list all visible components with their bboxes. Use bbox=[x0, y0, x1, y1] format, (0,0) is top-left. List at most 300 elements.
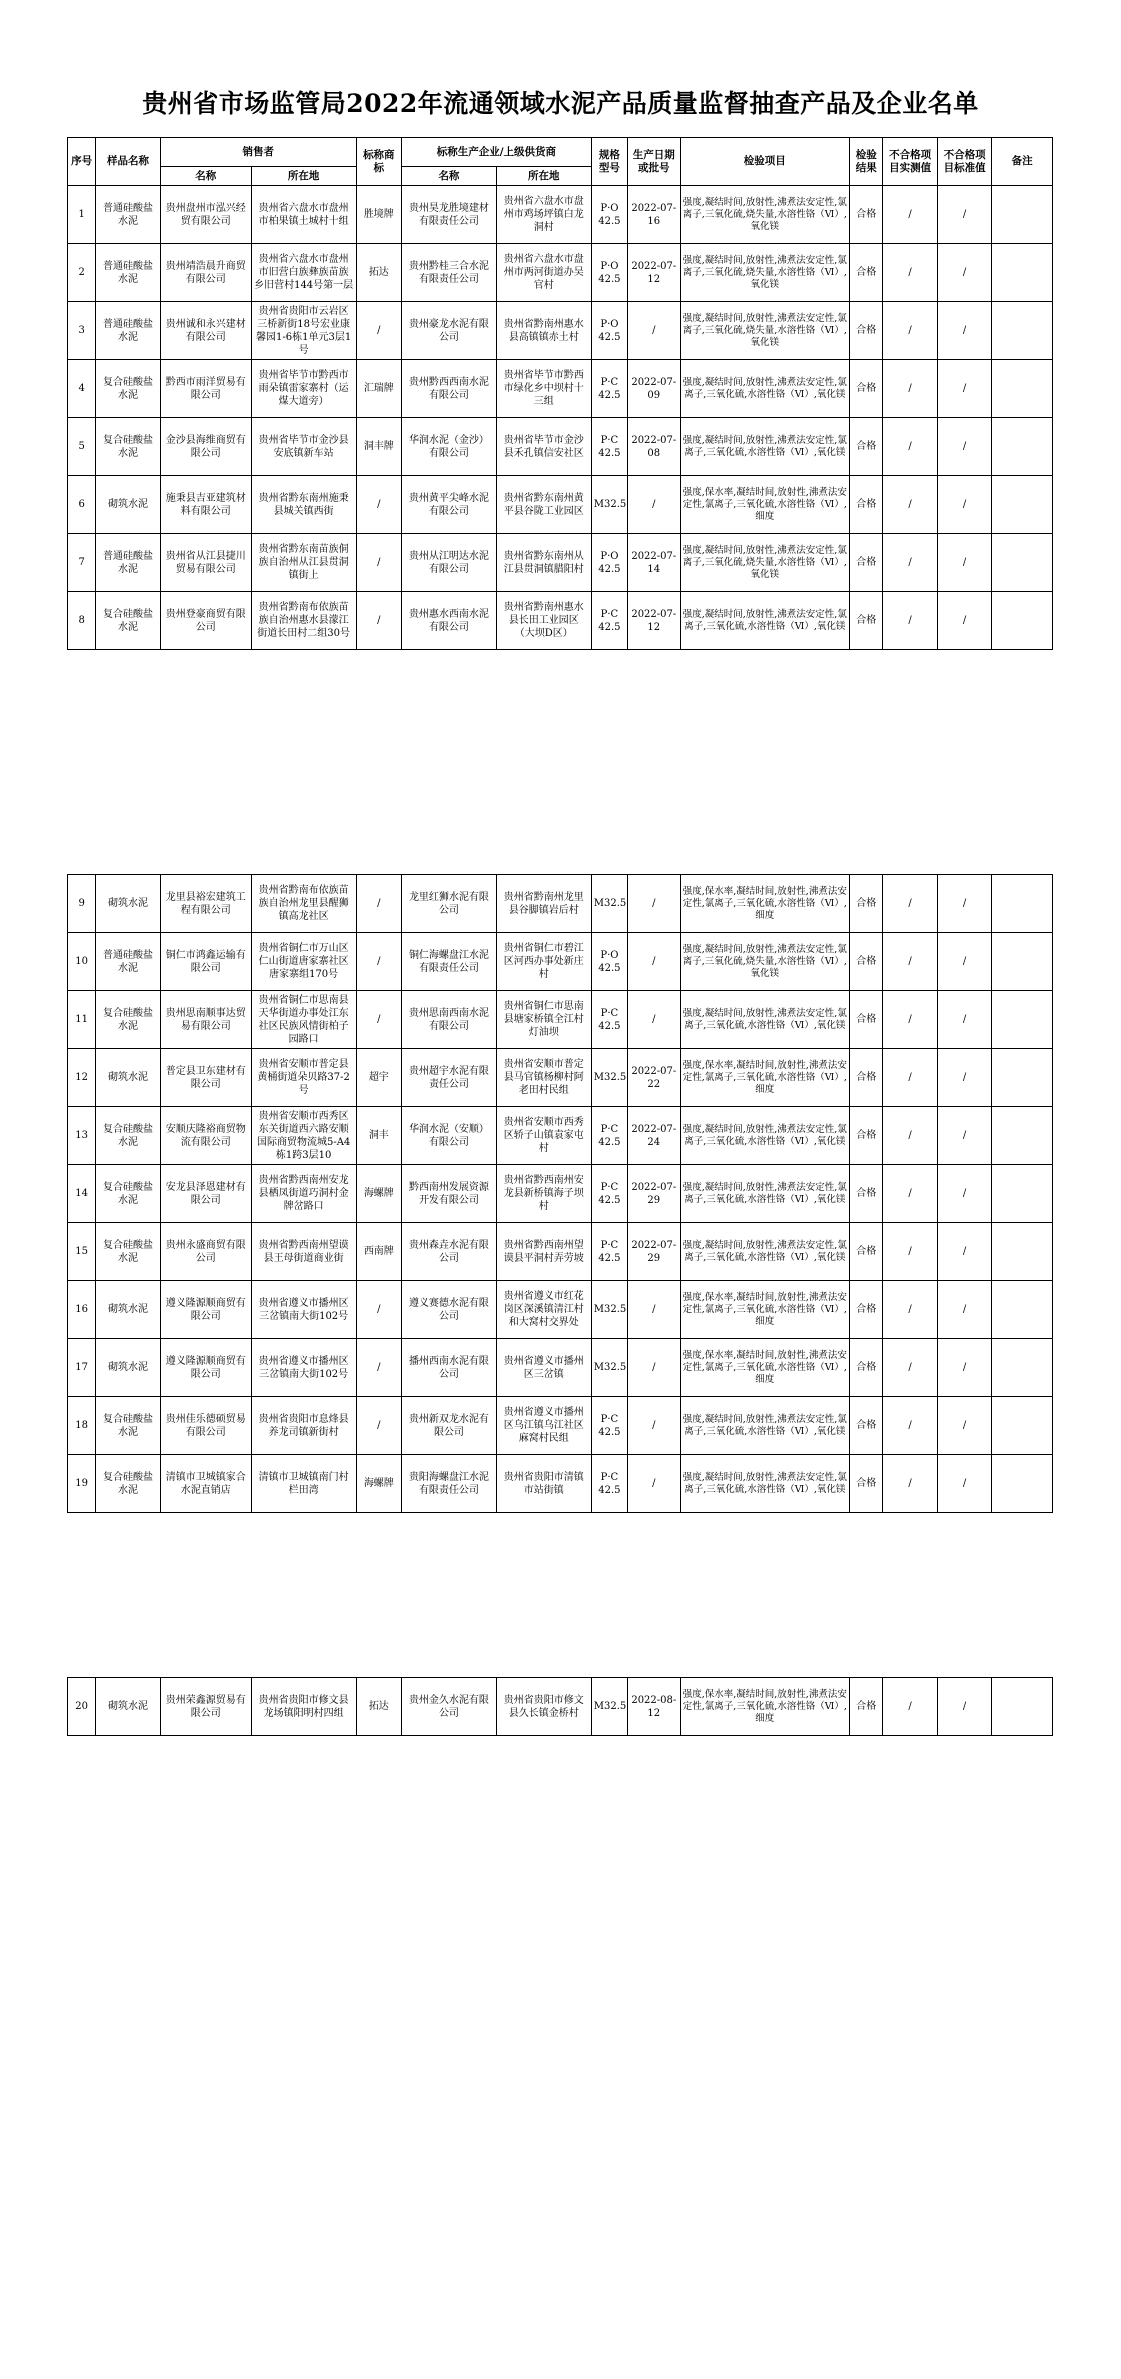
cell-seller-address: 贵州省贵阳市云岩区三桥新街18号宏业康馨园1-6栋1单元3层1号 bbox=[251, 302, 356, 360]
table-row bbox=[68, 1339, 1053, 1397]
cell-producer-name: 华润水泥（安顺）有限公司 bbox=[402, 1107, 497, 1165]
header-producer-address: 所在地 bbox=[496, 167, 591, 186]
cell-producer-name: 贵州惠水西南水泥有限公司 bbox=[402, 592, 497, 650]
cell-seller-name: 贵州省从江县捷川贸易有限公司 bbox=[160, 534, 251, 592]
cell-producer-address: 贵州省黔南州惠水县高镇镇赤土村 bbox=[496, 302, 591, 360]
cell-producer-address: 贵州省六盘水市盘州市两河街道办吴官村 bbox=[496, 244, 591, 302]
cell-spec: M32.5 bbox=[591, 1678, 627, 1736]
cell-result: 合格 bbox=[850, 186, 883, 244]
cell-spec: P·C 42.5 bbox=[591, 1223, 627, 1281]
cell-spec: P·C 42.5 bbox=[591, 1165, 627, 1223]
cell-sample-name: 普通硅酸盐水泥 bbox=[96, 933, 161, 991]
cell-seller-address: 贵州省铜仁市思南县天华街道办事处江东社区民族风情街柏子园路口 bbox=[251, 991, 356, 1049]
cell-seller-name: 贵州盘州市泓兴经贸有限公司 bbox=[160, 186, 251, 244]
cell-sample-name: 砌筑水泥 bbox=[96, 875, 161, 933]
cell-seller-name: 普定县卫东建材有限公司 bbox=[160, 1049, 251, 1107]
header-producer-name: 名称 bbox=[402, 167, 497, 186]
cell-fail-standard: / bbox=[937, 476, 991, 534]
cell-fail-actual: / bbox=[883, 1455, 937, 1513]
cell-result: 合格 bbox=[850, 1049, 883, 1107]
cell-remark bbox=[992, 244, 1053, 302]
cell-spec: P·C 42.5 bbox=[591, 592, 627, 650]
cell-test-items: 强度,凝结时间,放射性,沸煮法安定性,氯离子,三氧化硫,水溶性铬（Ⅵ）,氧化镁 bbox=[680, 1165, 850, 1223]
cell-no: 19 bbox=[68, 1455, 96, 1513]
cell-seller-name: 龙里县裕宏建筑工程有限公司 bbox=[160, 875, 251, 933]
cell-brand: / bbox=[356, 534, 401, 592]
results-table-page-2 bbox=[67, 874, 1053, 1513]
cell-fail-actual: / bbox=[883, 1281, 937, 1339]
cell-result: 合格 bbox=[850, 302, 883, 360]
cell-fail-actual: / bbox=[883, 186, 937, 244]
results-table-page-1 bbox=[67, 137, 1053, 650]
cell-test-items: 强度,凝结时间,放射性,沸煮法安定性,氯离子,三氧化硫,水溶性铬（Ⅵ）,氧化镁 bbox=[680, 1397, 850, 1455]
cell-producer-name: 遵义赛德水泥有限公司 bbox=[402, 1281, 497, 1339]
cell-seller-address: 贵州省黔东南苗族侗族自治州从江县贯洞镇街上 bbox=[251, 534, 356, 592]
cell-fail-actual: / bbox=[883, 476, 937, 534]
cell-seller-name: 遵义隆源顺商贸有限公司 bbox=[160, 1339, 251, 1397]
cell-production-date: 2022-07-16 bbox=[628, 186, 680, 244]
cell-sample-name: 砌筑水泥 bbox=[96, 1281, 161, 1339]
cell-spec: P·C 42.5 bbox=[591, 418, 627, 476]
cell-fail-standard: / bbox=[937, 534, 991, 592]
cell-producer-address: 贵州省遵义市播州区三岔镇 bbox=[496, 1339, 591, 1397]
cell-production-date: 2022-07-14 bbox=[628, 534, 680, 592]
cell-seller-address: 贵州省遵义市播州区三岔镇南大街102号 bbox=[251, 1281, 356, 1339]
cell-fail-standard: / bbox=[937, 1397, 991, 1455]
cell-production-date: 2022-07-22 bbox=[628, 1049, 680, 1107]
cell-no: 16 bbox=[68, 1281, 96, 1339]
cell-fail-standard: / bbox=[937, 302, 991, 360]
cell-sample-name: 砌筑水泥 bbox=[96, 476, 161, 534]
cell-no: 17 bbox=[68, 1339, 96, 1397]
cell-seller-name: 清镇市卫城镇家合水泥直销店 bbox=[160, 1455, 251, 1513]
cell-no: 9 bbox=[68, 875, 96, 933]
cell-seller-address: 贵州省六盘水市盘州市旧营白族彝族苗族乡旧营村144号第一层 bbox=[251, 244, 356, 302]
cell-remark bbox=[992, 418, 1053, 476]
cell-remark bbox=[992, 592, 1053, 650]
table-row bbox=[68, 1397, 1053, 1455]
cell-result: 合格 bbox=[850, 933, 883, 991]
cell-fail-actual: / bbox=[883, 1678, 937, 1736]
cell-production-date: 2022-07-29 bbox=[628, 1165, 680, 1223]
cell-producer-name: 贵州超宇水泥有限责任公司 bbox=[402, 1049, 497, 1107]
cell-fail-standard: / bbox=[937, 1223, 991, 1281]
cell-seller-name: 安顺庆隆裕商贸物流有限公司 bbox=[160, 1107, 251, 1165]
table-row bbox=[68, 418, 1053, 476]
cell-no: 12 bbox=[68, 1049, 96, 1107]
cell-spec: P·C 42.5 bbox=[591, 360, 627, 418]
cell-sample-name: 复合硅酸盐水泥 bbox=[96, 1107, 161, 1165]
cell-no: 7 bbox=[68, 534, 96, 592]
cell-test-items: 强度,保水率,凝结时间,放射性,沸煮法安定性,氯离子,三氧化硫,水溶性铬（Ⅵ）,细度 bbox=[680, 1339, 850, 1397]
cell-seller-address: 贵州省毕节市金沙县安底镇新车站 bbox=[251, 418, 356, 476]
table-row bbox=[68, 1678, 1053, 1736]
cell-test-items: 强度,凝结时间,放射性,沸煮法安定性,氯离子,三氧化硫,烧失量,水溶性铬（Ⅵ）,氧化镁 bbox=[680, 933, 850, 991]
cell-test-items: 强度,保水率,凝结时间,放射性,沸煮法安定性,氯离子,三氧化硫,水溶性铬（Ⅵ）,细度 bbox=[680, 1281, 850, 1339]
cell-brand: 胜境牌 bbox=[356, 186, 401, 244]
cell-no: 15 bbox=[68, 1223, 96, 1281]
table-row bbox=[68, 1223, 1053, 1281]
cell-fail-actual: / bbox=[883, 991, 937, 1049]
cell-test-items: 强度,凝结时间,放射性,沸煮法安定性,氯离子,三氧化硫,水溶性铬（Ⅵ）,氧化镁 bbox=[680, 592, 850, 650]
cell-test-items: 强度,凝结时间,放射性,沸煮法安定性,氯离子,三氧化硫,水溶性铬（Ⅵ）,氧化镁 bbox=[680, 360, 850, 418]
cell-production-date: 2022-07-29 bbox=[628, 1223, 680, 1281]
cell-result: 合格 bbox=[850, 418, 883, 476]
cell-seller-address: 贵州省遵义市播州区三岔镇南大街102号 bbox=[251, 1339, 356, 1397]
cell-no: 3 bbox=[68, 302, 96, 360]
cell-sample-name: 复合硅酸盐水泥 bbox=[96, 1455, 161, 1513]
cell-brand: 拓达 bbox=[356, 1678, 401, 1736]
cell-no: 5 bbox=[68, 418, 96, 476]
cell-production-date: / bbox=[628, 476, 680, 534]
cell-spec: M32.5 bbox=[591, 476, 627, 534]
cell-seller-address: 贵州省安顺市西秀区东关街道西六路安顺国际商贸物流城5-A4栋1跨3层10 bbox=[251, 1107, 356, 1165]
cell-production-date: / bbox=[628, 1397, 680, 1455]
cell-producer-address: 贵州省铜仁市思南县塘家桥镇全江村灯油坝 bbox=[496, 991, 591, 1049]
cell-seller-name: 贵州永盛商贸有限公司 bbox=[160, 1223, 251, 1281]
cell-sample-name: 砌筑水泥 bbox=[96, 1339, 161, 1397]
cell-test-items: 强度,保水率,凝结时间,放射性,沸煮法安定性,氯离子,三氧化硫,水溶性铬（Ⅵ）,细度 bbox=[680, 1049, 850, 1107]
results-table-page-3 bbox=[67, 1677, 1053, 1736]
header-seller-address: 所在地 bbox=[251, 167, 356, 186]
cell-test-items: 强度,凝结时间,放射性,沸煮法安定性,氯离子,三氧化硫,烧失量,水溶性铬（Ⅵ）,氧化镁 bbox=[680, 534, 850, 592]
cell-seller-name: 贵州登豪商贸有限公司 bbox=[160, 592, 251, 650]
cell-sample-name: 砌筑水泥 bbox=[96, 1049, 161, 1107]
cell-no: 13 bbox=[68, 1107, 96, 1165]
cell-fail-actual: / bbox=[883, 1339, 937, 1397]
cell-producer-address: 贵州省遵义市播州区乌江镇乌江社区麻窝村民组 bbox=[496, 1397, 591, 1455]
cell-seller-name: 贵州佳乐德硕贸易有限公司 bbox=[160, 1397, 251, 1455]
cell-seller-address: 贵州省黔南布依族苗族自治州龙里县醒狮镇高龙社区 bbox=[251, 875, 356, 933]
cell-producer-address: 贵州省黔南州龙里县谷脚镇岩后村 bbox=[496, 875, 591, 933]
cell-fail-standard: / bbox=[937, 991, 991, 1049]
cell-producer-name: 贵州黄平尖峰水泥有限公司 bbox=[402, 476, 497, 534]
cell-fail-standard: / bbox=[937, 418, 991, 476]
cell-result: 合格 bbox=[850, 476, 883, 534]
cell-result: 合格 bbox=[850, 1678, 883, 1736]
cell-fail-standard: / bbox=[937, 592, 991, 650]
cell-remark bbox=[992, 1281, 1053, 1339]
cell-result: 合格 bbox=[850, 592, 883, 650]
cell-remark bbox=[992, 1223, 1053, 1281]
cell-result: 合格 bbox=[850, 1107, 883, 1165]
cell-spec: P·O 42.5 bbox=[591, 244, 627, 302]
cell-brand: 洞丰牌 bbox=[356, 418, 401, 476]
cell-test-items: 强度,凝结时间,放射性,沸煮法安定性,氯离子,三氧化硫,烧失量,水溶性铬（Ⅵ）,氧化镁 bbox=[680, 186, 850, 244]
cell-remark bbox=[992, 1107, 1053, 1165]
table-row bbox=[68, 991, 1053, 1049]
header-seller-name: 名称 bbox=[160, 167, 251, 186]
cell-brand: / bbox=[356, 1339, 401, 1397]
header-remark: 备注 bbox=[992, 138, 1053, 186]
cell-production-date: 2022-08-12 bbox=[628, 1678, 680, 1736]
cell-brand: 洞丰 bbox=[356, 1107, 401, 1165]
cell-fail-standard: / bbox=[937, 1107, 991, 1165]
cell-remark bbox=[992, 534, 1053, 592]
cell-result: 合格 bbox=[850, 534, 883, 592]
header-spec: 规格型号 bbox=[591, 138, 627, 186]
cell-remark bbox=[992, 1397, 1053, 1455]
cell-production-date: 2022-07-09 bbox=[628, 360, 680, 418]
cell-remark bbox=[992, 933, 1053, 991]
cell-fail-standard: / bbox=[937, 186, 991, 244]
header-fail-standard: 不合格项目标准值 bbox=[937, 138, 991, 186]
cell-producer-name: 贵州新双龙水泥有限公司 bbox=[402, 1397, 497, 1455]
cell-producer-name: 龙里红狮水泥有限公司 bbox=[402, 875, 497, 933]
cell-producer-address: 贵州省安顺市普定县马官镇杨柳村阿老田村民组 bbox=[496, 1049, 591, 1107]
table-row bbox=[68, 875, 1053, 933]
cell-spec: P·O 42.5 bbox=[591, 302, 627, 360]
cell-brand: 西南牌 bbox=[356, 1223, 401, 1281]
cell-production-date: / bbox=[628, 1281, 680, 1339]
cell-remark bbox=[992, 476, 1053, 534]
cell-producer-address: 贵州省贵阳市清镇市站街镇 bbox=[496, 1455, 591, 1513]
cell-brand: 拓达 bbox=[356, 244, 401, 302]
cell-spec: M32.5 bbox=[591, 875, 627, 933]
cell-result: 合格 bbox=[850, 1223, 883, 1281]
cell-test-items: 强度,凝结时间,放射性,沸煮法安定性,氯离子,三氧化硫,水溶性铬（Ⅵ）,氧化镁 bbox=[680, 1455, 850, 1513]
cell-fail-actual: / bbox=[883, 1107, 937, 1165]
cell-fail-standard: / bbox=[937, 1049, 991, 1107]
cell-brand: / bbox=[356, 302, 401, 360]
table-row bbox=[68, 1281, 1053, 1339]
cell-test-items: 强度,凝结时间,放射性,沸煮法安定性,氯离子,三氧化硫,水溶性铬（Ⅵ）,氧化镁 bbox=[680, 1223, 850, 1281]
cell-spec: P·C 42.5 bbox=[591, 1397, 627, 1455]
cell-fail-standard: / bbox=[937, 1165, 991, 1223]
cell-seller-address: 贵州省黔西南州望谟县王母街道商业街 bbox=[251, 1223, 356, 1281]
cell-test-items: 强度,凝结时间,放射性,沸煮法安定性,氯离子,三氧化硫,烧失量,水溶性铬（Ⅵ）,氧化镁 bbox=[680, 244, 850, 302]
cell-spec: P·C 42.5 bbox=[591, 1107, 627, 1165]
header-producer: 标称生产企业/上级供货商 bbox=[402, 138, 592, 167]
cell-no: 18 bbox=[68, 1397, 96, 1455]
cell-result: 合格 bbox=[850, 875, 883, 933]
cell-seller-name: 遵义隆源顺商贸有限公司 bbox=[160, 1281, 251, 1339]
cell-production-date: / bbox=[628, 1455, 680, 1513]
cell-no: 14 bbox=[68, 1165, 96, 1223]
header-sample-name: 样品名称 bbox=[96, 138, 161, 186]
cell-brand: / bbox=[356, 1281, 401, 1339]
cell-producer-name: 贵州昊龙胜境建材有限责任公司 bbox=[402, 186, 497, 244]
cell-seller-name: 黔西市雨洋贸易有限公司 bbox=[160, 360, 251, 418]
cell-seller-address: 贵州省六盘水市盘州市柏果镇土城村十组 bbox=[251, 186, 356, 244]
cell-result: 合格 bbox=[850, 1165, 883, 1223]
cell-no: 20 bbox=[68, 1678, 96, 1736]
header-row bbox=[68, 138, 1053, 167]
cell-remark bbox=[992, 1455, 1053, 1513]
header-seller: 销售者 bbox=[160, 138, 356, 167]
cell-result: 合格 bbox=[850, 1397, 883, 1455]
cell-producer-address: 贵州省毕节市金沙县禾孔镇信安社区 bbox=[496, 418, 591, 476]
cell-spec: P·O 42.5 bbox=[591, 933, 627, 991]
header-no: 序号 bbox=[68, 138, 96, 186]
cell-spec: M32.5 bbox=[591, 1049, 627, 1107]
cell-remark bbox=[992, 1165, 1053, 1223]
cell-seller-name: 贵州诚和永兴建材有限公司 bbox=[160, 302, 251, 360]
cell-fail-actual: / bbox=[883, 933, 937, 991]
cell-seller-address: 贵州省黔东南州施秉县城关镇西街 bbox=[251, 476, 356, 534]
cell-producer-name: 铜仁海螺盘江水泥有限责任公司 bbox=[402, 933, 497, 991]
cell-sample-name: 复合硅酸盐水泥 bbox=[96, 418, 161, 476]
cell-sample-name: 复合硅酸盐水泥 bbox=[96, 1223, 161, 1281]
cell-spec: M32.5 bbox=[591, 1281, 627, 1339]
cell-fail-actual: / bbox=[883, 244, 937, 302]
cell-fail-standard: / bbox=[937, 244, 991, 302]
cell-brand: / bbox=[356, 875, 401, 933]
table-row bbox=[68, 592, 1053, 650]
cell-production-date: / bbox=[628, 991, 680, 1049]
cell-test-items: 强度,凝结时间,放射性,沸煮法安定性,氯离子,三氧化硫,水溶性铬（Ⅵ）,氧化镁 bbox=[680, 1107, 850, 1165]
table-row bbox=[68, 476, 1053, 534]
cell-sample-name: 复合硅酸盐水泥 bbox=[96, 1397, 161, 1455]
cell-brand: / bbox=[356, 1397, 401, 1455]
header-brand: 标称商标 bbox=[356, 138, 401, 186]
table-row bbox=[68, 534, 1053, 592]
table-row bbox=[68, 302, 1053, 360]
cell-producer-address: 贵州省黔东南州从江县贯洞镇腊阳村 bbox=[496, 534, 591, 592]
cell-producer-name: 黔西南州发展资源开发有限公司 bbox=[402, 1165, 497, 1223]
cell-seller-name: 铜仁市鸿鑫运输有限公司 bbox=[160, 933, 251, 991]
cell-sample-name: 普通硅酸盐水泥 bbox=[96, 244, 161, 302]
cell-producer-address: 贵州省六盘水市盘州市鸡场坪镇白龙洞村 bbox=[496, 186, 591, 244]
cell-test-items: 强度,保水率,凝结时间,放射性,沸煮法安定性,氯离子,三氧化硫,水溶性铬（Ⅵ）,细度 bbox=[680, 1678, 850, 1736]
cell-brand: 海螺牌 bbox=[356, 1455, 401, 1513]
cell-fail-actual: / bbox=[883, 302, 937, 360]
cell-remark bbox=[992, 360, 1053, 418]
cell-producer-name: 贵州森垚水泥有限公司 bbox=[402, 1223, 497, 1281]
cell-result: 合格 bbox=[850, 1281, 883, 1339]
cell-fail-actual: / bbox=[883, 418, 937, 476]
header-production-date: 生产日期或批号 bbox=[628, 138, 680, 186]
cell-no: 6 bbox=[68, 476, 96, 534]
cell-no: 11 bbox=[68, 991, 96, 1049]
cell-result: 合格 bbox=[850, 1339, 883, 1397]
cell-remark bbox=[992, 1049, 1053, 1107]
cell-spec: P·C 42.5 bbox=[591, 1455, 627, 1513]
cell-seller-address: 清镇市卫城镇南门村栏田湾 bbox=[251, 1455, 356, 1513]
cell-remark bbox=[992, 186, 1053, 244]
cell-sample-name: 砌筑水泥 bbox=[96, 1678, 161, 1736]
cell-spec: P·O 42.5 bbox=[591, 534, 627, 592]
cell-production-date: / bbox=[628, 1339, 680, 1397]
cell-no: 10 bbox=[68, 933, 96, 991]
cell-producer-name: 华润水泥（金沙）有限公司 bbox=[402, 418, 497, 476]
cell-brand: / bbox=[356, 476, 401, 534]
cell-test-items: 强度,保水率,凝结时间,放射性,沸煮法安定性,氯离子,三氧化硫,水溶性铬（Ⅵ）,细度 bbox=[680, 875, 850, 933]
cell-no: 4 bbox=[68, 360, 96, 418]
cell-fail-standard: / bbox=[937, 1339, 991, 1397]
cell-seller-address: 贵州省黔南布依族苗族自治州惠水县濛江街道长田村二组30号 bbox=[251, 592, 356, 650]
table-row bbox=[68, 1165, 1053, 1223]
cell-seller-address: 贵州省毕节市黔西市雨朵镇雷家寨村（运煤大道旁） bbox=[251, 360, 356, 418]
cell-producer-name: 贵州黔桂三合水泥有限责任公司 bbox=[402, 244, 497, 302]
cell-result: 合格 bbox=[850, 1455, 883, 1513]
table-row bbox=[68, 1107, 1053, 1165]
cell-remark bbox=[992, 991, 1053, 1049]
cell-sample-name: 普通硅酸盐水泥 bbox=[96, 302, 161, 360]
header-result: 检验结果 bbox=[850, 138, 883, 186]
cell-seller-address: 贵州省贵阳市修文县龙场镇阳明村四组 bbox=[251, 1678, 356, 1736]
cell-fail-actual: / bbox=[883, 360, 937, 418]
cell-producer-name: 贵州黔西西南水泥有限公司 bbox=[402, 360, 497, 418]
cell-sample-name: 普通硅酸盐水泥 bbox=[96, 534, 161, 592]
cell-spec: P·C 42.5 bbox=[591, 991, 627, 1049]
cell-remark bbox=[992, 1678, 1053, 1736]
cell-production-date: 2022-07-24 bbox=[628, 1107, 680, 1165]
cell-producer-name: 贵州思南西南水泥有限公司 bbox=[402, 991, 497, 1049]
cell-seller-name: 贵州思南顺事达贸易有限公司 bbox=[160, 991, 251, 1049]
page-title: 贵州省市场监管局2022年流通领域水泥产品质量监督抽查产品及企业名单 bbox=[142, 89, 979, 118]
cell-spec: P·O 42.5 bbox=[591, 186, 627, 244]
cell-fail-actual: / bbox=[883, 1397, 937, 1455]
cell-production-date: 2022-07-12 bbox=[628, 592, 680, 650]
cell-fail-standard: / bbox=[937, 875, 991, 933]
cell-producer-address: 贵州省黔西南州望谟县平洞村弄劳坡 bbox=[496, 1223, 591, 1281]
cell-seller-name: 安龙县泽恩建材有限公司 bbox=[160, 1165, 251, 1223]
cell-producer-name: 贵阳海螺盘江水泥有限责任公司 bbox=[402, 1455, 497, 1513]
cell-production-date: 2022-07-08 bbox=[628, 418, 680, 476]
cell-production-date: 2022-07-12 bbox=[628, 244, 680, 302]
cell-seller-address: 贵州省黔西南州安龙县栖凤街道巧洞村金牌岔路口 bbox=[251, 1165, 356, 1223]
table-row bbox=[68, 360, 1053, 418]
cell-fail-actual: / bbox=[883, 534, 937, 592]
cell-fail-standard: / bbox=[937, 1281, 991, 1339]
cell-brand: 汇瑞牌 bbox=[356, 360, 401, 418]
cell-producer-address: 贵州省遵义市红花岗区深溪镇清江村和大窝村交界处 bbox=[496, 1281, 591, 1339]
cell-seller-name: 贵州荣鑫源贸易有限公司 bbox=[160, 1678, 251, 1736]
cell-result: 合格 bbox=[850, 991, 883, 1049]
cell-no: 1 bbox=[68, 186, 96, 244]
cell-production-date: / bbox=[628, 933, 680, 991]
cell-producer-name: 贵州豪龙水泥有限公司 bbox=[402, 302, 497, 360]
cell-result: 合格 bbox=[850, 360, 883, 418]
cell-result: 合格 bbox=[850, 244, 883, 302]
cell-fail-actual: / bbox=[883, 592, 937, 650]
cell-producer-name: 贵州金久水泥有限公司 bbox=[402, 1678, 497, 1736]
cell-fail-standard: / bbox=[937, 1678, 991, 1736]
cell-sample-name: 复合硅酸盐水泥 bbox=[96, 1165, 161, 1223]
cell-seller-name: 施秉县吉亚建筑材料有限公司 bbox=[160, 476, 251, 534]
cell-producer-address: 贵州省黔南州惠水县长田工业园区（大坝D区） bbox=[496, 592, 591, 650]
cell-fail-actual: / bbox=[883, 875, 937, 933]
table-row bbox=[68, 1049, 1053, 1107]
cell-sample-name: 复合硅酸盐水泥 bbox=[96, 991, 161, 1049]
cell-sample-name: 复合硅酸盐水泥 bbox=[96, 360, 161, 418]
cell-brand: / bbox=[356, 933, 401, 991]
cell-test-items: 强度,保水率,凝结时间,放射性,沸煮法安定性,氯离子,三氧化硫,水溶性铬（Ⅵ）,细度 bbox=[680, 476, 850, 534]
table-row bbox=[68, 1455, 1053, 1513]
cell-seller-address: 贵州省贵阳市息烽县养龙司镇新街村 bbox=[251, 1397, 356, 1455]
cell-remark bbox=[992, 1339, 1053, 1397]
cell-producer-address: 贵州省贵阳市修文县久长镇金桥村 bbox=[496, 1678, 591, 1736]
table-row bbox=[68, 933, 1053, 991]
cell-fail-actual: / bbox=[883, 1049, 937, 1107]
header-test-items: 检验项目 bbox=[680, 138, 850, 186]
cell-fail-standard: / bbox=[937, 360, 991, 418]
cell-fail-actual: / bbox=[883, 1165, 937, 1223]
cell-producer-address: 贵州省铜仁市碧江区河西办事处新庄村 bbox=[496, 933, 591, 991]
cell-test-items: 强度,凝结时间,放射性,沸煮法安定性,氯离子,三氧化硫,水溶性铬（Ⅵ）,氧化镁 bbox=[680, 991, 850, 1049]
cell-sample-name: 复合硅酸盐水泥 bbox=[96, 592, 161, 650]
table-row bbox=[68, 244, 1053, 302]
cell-no: 8 bbox=[68, 592, 96, 650]
cell-brand: 超宇 bbox=[356, 1049, 401, 1107]
cell-producer-name: 贵州从江明达水泥有限公司 bbox=[402, 534, 497, 592]
cell-brand: / bbox=[356, 991, 401, 1049]
cell-fail-standard: / bbox=[937, 933, 991, 991]
cell-producer-address: 贵州省毕节市黔西市绿化乡中坝村十三组 bbox=[496, 360, 591, 418]
cell-producer-address: 贵州省黔西南州安龙县新桥镇海子坝村 bbox=[496, 1165, 591, 1223]
cell-brand: / bbox=[356, 592, 401, 650]
